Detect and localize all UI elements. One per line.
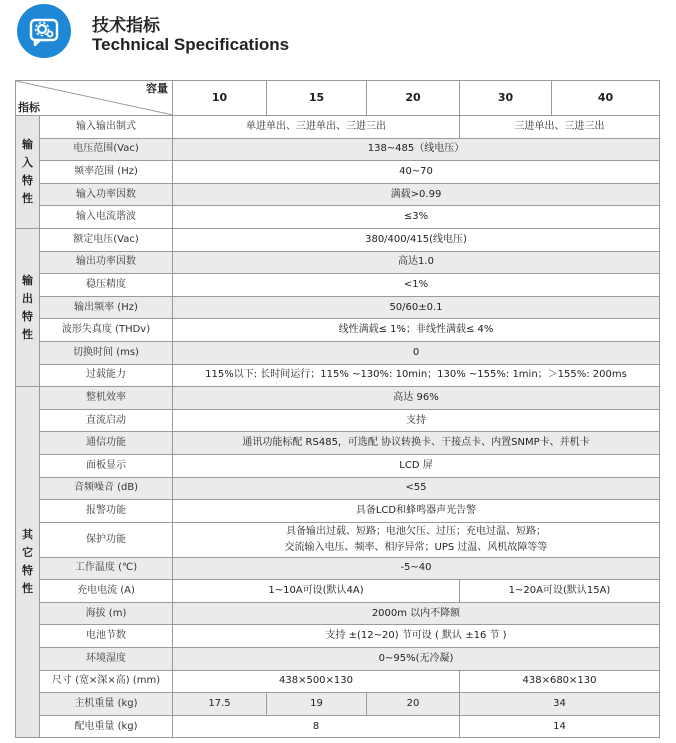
row-label: 通信功能	[40, 432, 173, 455]
gear-monitor-icon	[17, 4, 71, 58]
row-label: 直流启动	[40, 409, 173, 432]
row-value: 具备LCD和蜂鸣器声光告警	[173, 500, 660, 523]
row-label: 海拔 (m)	[40, 602, 173, 625]
row-value: <1%	[173, 274, 660, 297]
row-value	[173, 522, 660, 557]
row-value: 138~485（线电压）	[173, 138, 660, 161]
row-label: 频率范围 (Hz)	[40, 161, 173, 184]
row-value: 115%以下: 长时间运行；115% ~130%: 10min；130% ~155%: 1min；＞155%: 200ms	[173, 364, 660, 387]
row-label: 输入功率因数	[40, 183, 173, 206]
capacity-header: 40	[552, 81, 660, 116]
row-value: 17.5	[173, 693, 267, 716]
row-value: 0	[173, 341, 660, 364]
row-label: 配电重量 (kg)	[40, 715, 173, 738]
row-label: 主机重量 (kg)	[40, 693, 173, 716]
row-value: 三进单出、三进三出	[460, 116, 660, 139]
row-value: 通讯功能标配 RS485，可选配 协议转换卡、干接点卡、内置SNMP卡、并机卡	[173, 432, 660, 455]
capacity-header: 30	[460, 81, 552, 116]
row-label: 输出功率因数	[40, 251, 173, 274]
row-value: ≤3%	[173, 206, 660, 229]
row-value: 40~70	[173, 161, 660, 184]
page-title-cn: 技术指标	[92, 16, 160, 36]
row-value: 0~95%(无冷凝)	[173, 648, 660, 671]
capacity-header: 10	[173, 81, 267, 116]
row-value: 20	[367, 693, 460, 716]
row-value: 2000m 以内不降额	[173, 602, 660, 625]
corner-header	[16, 81, 173, 116]
corner-spec-label: 指标	[18, 101, 40, 114]
protection-line: 交流输入电压、频率、相序异常；UPS 过温、风机故障等等	[284, 541, 548, 553]
row-label: 输入输出制式	[40, 116, 173, 139]
row-label: 尺寸 (宽×深×高) (mm)	[40, 670, 173, 693]
group-input: 输 入 特 性	[16, 116, 40, 229]
row-value: 19	[267, 693, 367, 716]
row-value: 380/400/415(线电压)	[173, 228, 660, 251]
row-label: 整机效率	[40, 387, 173, 410]
row-label: 保护功能	[40, 522, 173, 557]
row-label: 输入电流谐波	[40, 206, 173, 229]
protection-line: 具备输出过载、短路；电池欠压、过压；充电过温、短路；	[286, 525, 546, 537]
row-value: -5~40	[173, 557, 660, 580]
row-value: <55	[173, 477, 660, 500]
row-label: 切换时间 (ms)	[40, 341, 173, 364]
row-value: 438×500×130	[173, 670, 460, 693]
row-value: 支持	[173, 409, 660, 432]
row-label: 音频噪音 (dB)	[40, 477, 173, 500]
row-label: 报警功能	[40, 500, 173, 523]
row-value: 1~10A可设(默认4A)	[173, 580, 460, 603]
row-label: 面板显示	[40, 454, 173, 477]
row-value: 线性满载≤ 1%；非线性满载≤ 4%	[173, 319, 660, 342]
row-label: 电压范围(Vac)	[40, 138, 173, 161]
capacity-header: 15	[267, 81, 367, 116]
row-label: 电池节数	[40, 625, 173, 648]
row-label: 环境湿度	[40, 648, 173, 671]
row-value: 8	[173, 715, 460, 738]
row-value: 满载>0.99	[173, 183, 660, 206]
spec-table	[15, 80, 660, 738]
group-output: 输 出 特 性	[16, 228, 40, 386]
page-title-en: Technical Specifications	[92, 35, 290, 54]
row-value: 50/60±0.1	[173, 296, 660, 319]
row-label: 稳压精度	[40, 274, 173, 297]
group-other: 其 它 特 性	[16, 387, 40, 738]
row-value: 支持 ±(12~20) 节可设 ( 默认 ±16 节 )	[173, 625, 660, 648]
corner-capacity-label: 容量	[146, 82, 168, 95]
page-header	[17, 4, 657, 60]
row-label: 充电电流 (A)	[40, 580, 173, 603]
row-value: 438×680×130	[460, 670, 660, 693]
row-value: 单进单出、三进单出、三进三出	[173, 116, 460, 139]
row-label: 波形失真度 (THDv)	[40, 319, 173, 342]
row-value: LCD 屏	[173, 454, 660, 477]
row-label: 额定电压(Vac)	[40, 228, 173, 251]
row-value: 高达 96%	[173, 387, 660, 410]
row-value: 14	[460, 715, 660, 738]
row-label: 输出频率 (Hz)	[40, 296, 173, 319]
row-value: 高达1.0	[173, 251, 660, 274]
row-label: 工作温度 (℃)	[40, 557, 173, 580]
row-value: 1~20A可设(默认15A)	[460, 580, 660, 603]
capacity-header: 20	[367, 81, 460, 116]
row-value: 34	[460, 693, 660, 716]
row-label: 过载能力	[40, 364, 173, 387]
